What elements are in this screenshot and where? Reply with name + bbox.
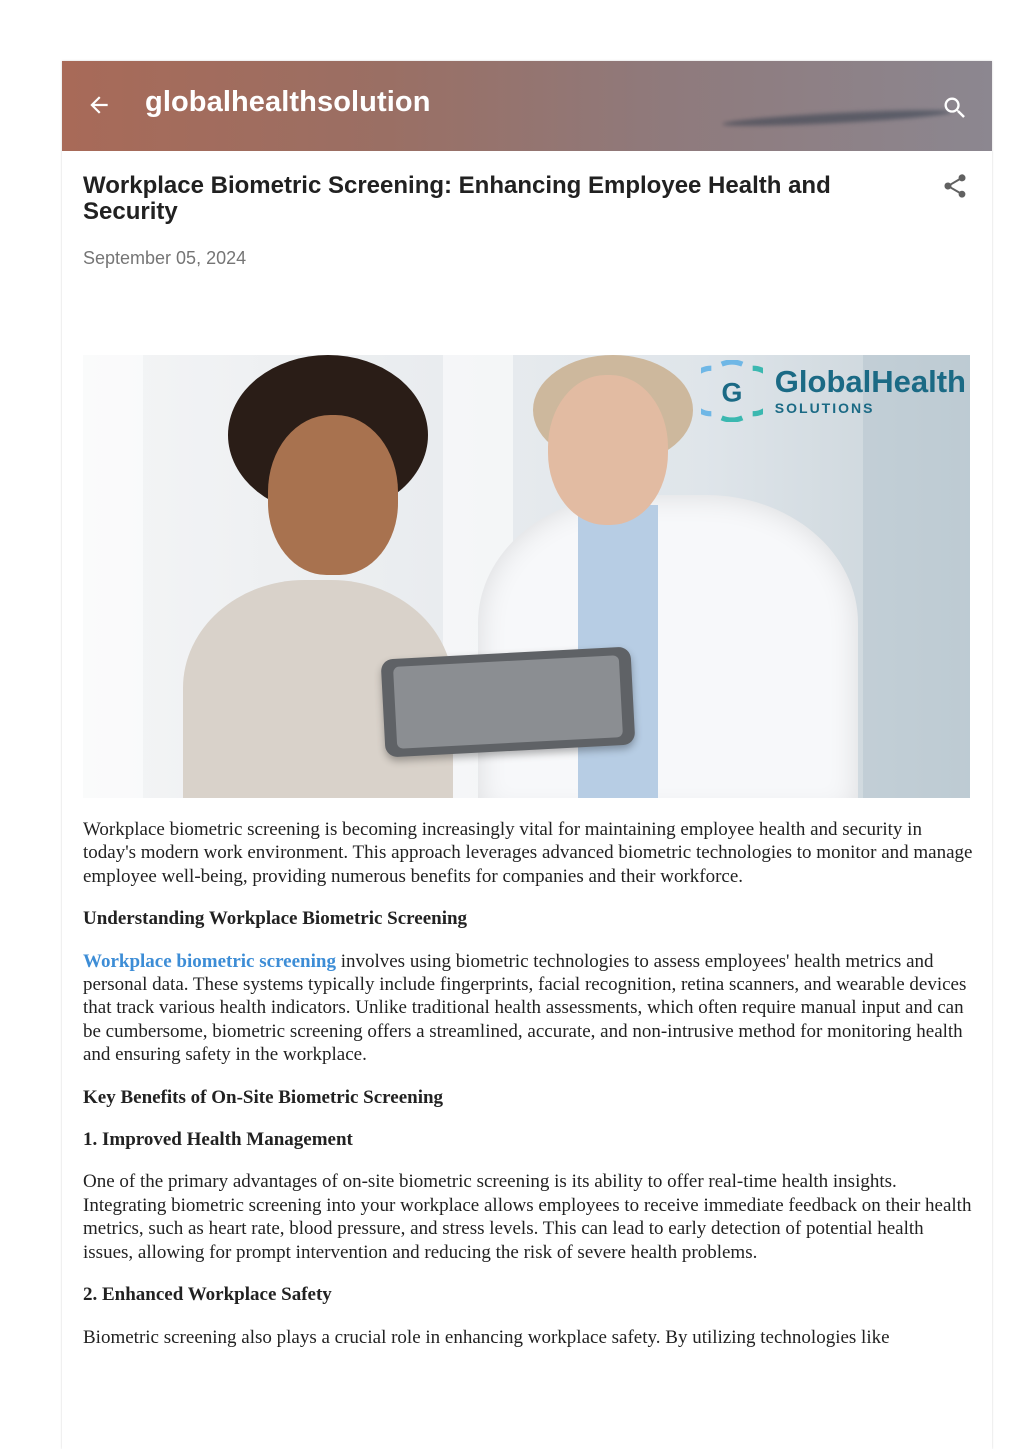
doctor-figure-coat <box>478 495 858 798</box>
share-button[interactable] <box>940 171 970 201</box>
workplace-safety-paragraph: Biometric screening also plays a crucial role in enhancing workplace safety. By utilizing technologies like <box>83 1326 890 1348</box>
svg-text:G: G <box>721 377 743 408</box>
globalhealth-logo-text <box>774 363 966 416</box>
globalhealth-logo-mark-icon <box>701 360 763 422</box>
globalhealth-logo <box>701 355 970 427</box>
background-window <box>83 355 143 798</box>
heading-benefits: Key Benefits of On-Site Biometric Screening <box>83 1086 444 1108</box>
post-body <box>83 818 973 1368</box>
blog-title-link[interactable]: globalhealthsolution <box>145 86 431 118</box>
post-title: Workplace Biometric Screening: Enhancing Employee Health and Security <box>83 172 831 225</box>
back-button[interactable] <box>84 90 114 120</box>
understanding-paragraph <box>83 950 973 1067</box>
logo-text-main: GlobalHealth <box>774 363 966 399</box>
patient-figure-face <box>268 415 398 575</box>
header-background-streak <box>722 107 952 129</box>
improved-health-paragraph: One of the primary advantages of on-site biometric screening is its ability to offer real-time health insights. Integrating biometric screening into your workplace allows employees to receive immediate feedback on their health metrics, such as heart rate, blood pressure, and stress levels. This can lead to early detection of potential health issues, allowing for prompt intervention and reducing the risk of severe health problems. <box>83 1171 972 1263</box>
post-date: September 05, 2024 <box>83 248 247 268</box>
intro-paragraph: Workplace biometric screening is becoming increasingly vital for maintaining employee health and security in today's modern work environment. This approach leverages advanced biometric technologies to monitor and manage employee well-being, providing numerous benefits for companies and their workforce. <box>83 819 973 887</box>
share-icon <box>941 172 969 200</box>
heading-understanding: Understanding Workplace Biometric Screening <box>83 908 468 930</box>
understanding-text: involves using biometric technologies to assess employees' health metrics and personal data. These systems typically include fingerprints, facial recognition, retina scanners, and wearable devices that track various health indicators. Unlike traditional health assessments, which often require manual input and can be cumbersome, biometric screening offers a streamlined, accurate, and non-intrusive method for monitoring health and ensuring safety in the workplace. <box>83 950 967 1066</box>
blog-header <box>62 61 992 151</box>
biometric-screening-link[interactable]: Workplace biometric screening <box>83 950 336 972</box>
hero-image <box>83 355 970 798</box>
doctor-figure-face <box>548 375 668 525</box>
tablet-screen <box>393 655 623 749</box>
post-container <box>62 61 992 1449</box>
search-button[interactable] <box>940 93 970 123</box>
heading-workplace-safety: 2. Enhanced Workplace Safety <box>83 1284 332 1306</box>
arrow-left-icon <box>86 92 112 118</box>
heading-improved-health: 1. Improved Health Management <box>83 1129 353 1151</box>
search-icon <box>941 94 969 122</box>
logo-text-sub: SOLUTIONS <box>774 399 875 416</box>
